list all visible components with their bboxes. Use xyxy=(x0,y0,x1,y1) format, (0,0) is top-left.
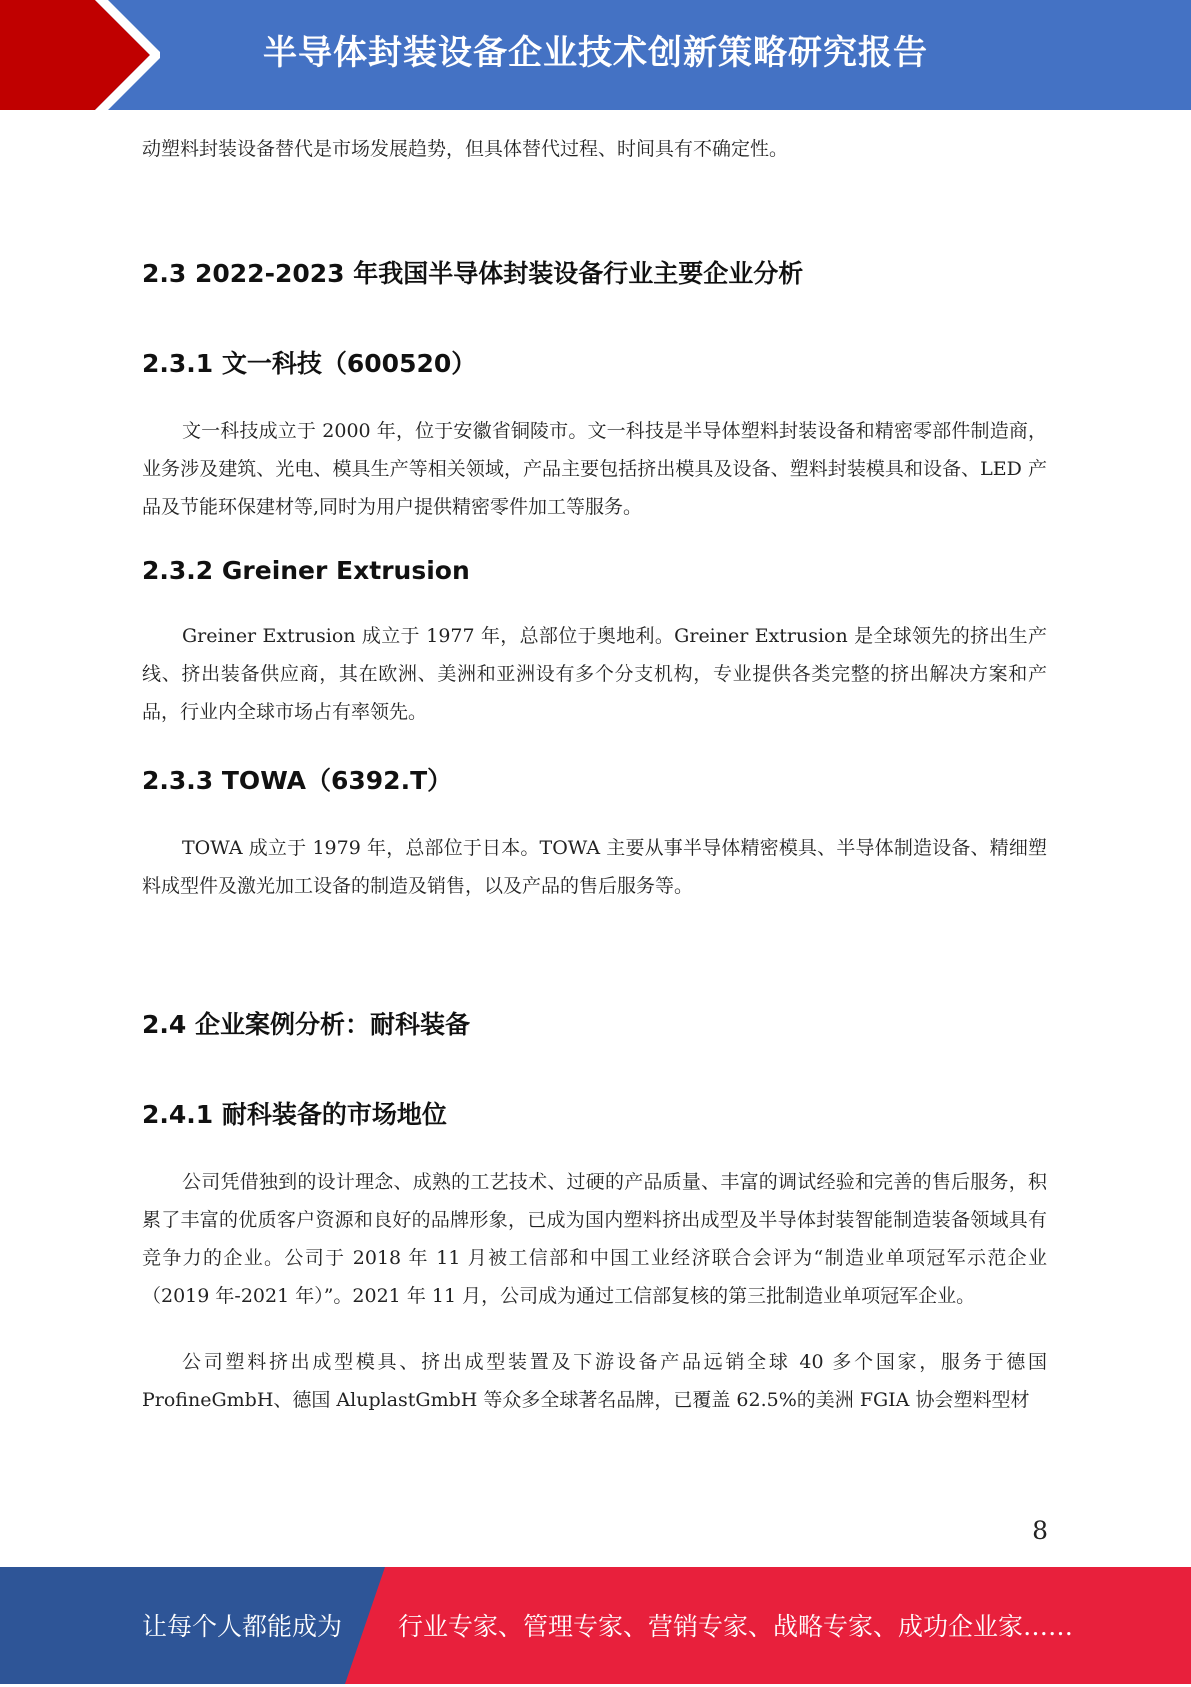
header-arrow-decoration xyxy=(0,0,160,110)
section-2-3-2-body: Greiner Extrusion 成立于 1977 年，总部位于奥地利。Greiner Extrusion 是全球领先的挤出生产线、挤出装备供应商，其在欧洲、美洲和亚洲设有多个分支机构，专业提供各类完整的挤出解决方案和产品，行业内全球市场占有率领先。 xyxy=(142,625,1047,723)
section-2-3-1-heading: 2.3.1 文一科技（600520） xyxy=(142,349,477,378)
section-2-4-1-heading: 2.4.1 耐科装备的市场地位 xyxy=(142,1100,447,1129)
footer-slogan-right: 行业专家、管理专家、营销专家、战略专家、成功企业家…… xyxy=(398,1612,1074,1641)
report-title: 半导体封装设备企业技术创新策略研究报告 xyxy=(263,33,928,73)
section-2-3-3-heading: 2.3.3 TOWA（6392.T） xyxy=(142,766,453,795)
section-2-4-1-paragraph-1: 公司凭借独到的设计理念、成熟的工艺技术、过硬的产品质量、丰富的调试经验和完善的售后服务，积累了丰富的优质客户资源和良好的品牌形象，已成为国内塑料挤出成型及半导体封装智能制造装备领域具有竞争力的企业。公司于 2018 年 11 月被工信部和中国工业经济联合会评为“制造业单项冠军示范企业（2019 年-2021 年）”。2021 年 11 月，公司成为通过工信部复核的第三批制造业单项冠军企业。 xyxy=(142,1171,1047,1307)
section-2-3-3-body: TOWA 成立于 1979 年，总部位于日本。TOWA 主要从事半导体精密模具、半导体制造设备、精细塑料成型件及激光加工设备的制造及销售，以及产品的售后服务等。 xyxy=(142,837,1047,897)
page-footer xyxy=(0,1567,1191,1684)
intro-paragraph-tail: 动塑料封装设备替代是市场发展趋势，但具体替代过程、时间具有不确定性。 xyxy=(142,138,789,160)
header-red-arrow xyxy=(0,0,150,110)
page-content xyxy=(142,130,1047,1419)
page-header xyxy=(0,0,1191,110)
footer-slogan-left: 让每个人都能成为 xyxy=(142,1612,343,1641)
section-2-3-heading: 2.3 2022-2023 年我国半导体封装设备行业主要企业分析 xyxy=(142,259,804,288)
section-2-4-heading: 2.4 企业案例分析：耐科装备 xyxy=(142,1010,470,1039)
section-2-3-2-heading: 2.3.2 Greiner Extrusion xyxy=(142,556,470,585)
section-2-3-1-body: 文一科技成立于 2000 年，位于安徽省铜陵市。文一科技是半导体塑料封装设备和精密零部件制造商，业务涉及建筑、光电、模具生产等相关领域，产品主要包括挤出模具及设备、塑料封装模具和设备、LED 产品及节能环保建材等,同时为用户提供精密零件加工等服务。 xyxy=(142,420,1047,518)
page-number: 8 xyxy=(1032,1516,1048,1545)
section-2-4-1-paragraph-2: 公司塑料挤出成型模具、挤出成型装置及下游设备产品远销全球 40 多个国家，服务于德国 ProfineGmbH、德国 AluplastGmbH 等众多全球著名品牌，已覆盖 62.5%的美洲 FGIA 协会塑料型材 xyxy=(142,1351,1047,1411)
